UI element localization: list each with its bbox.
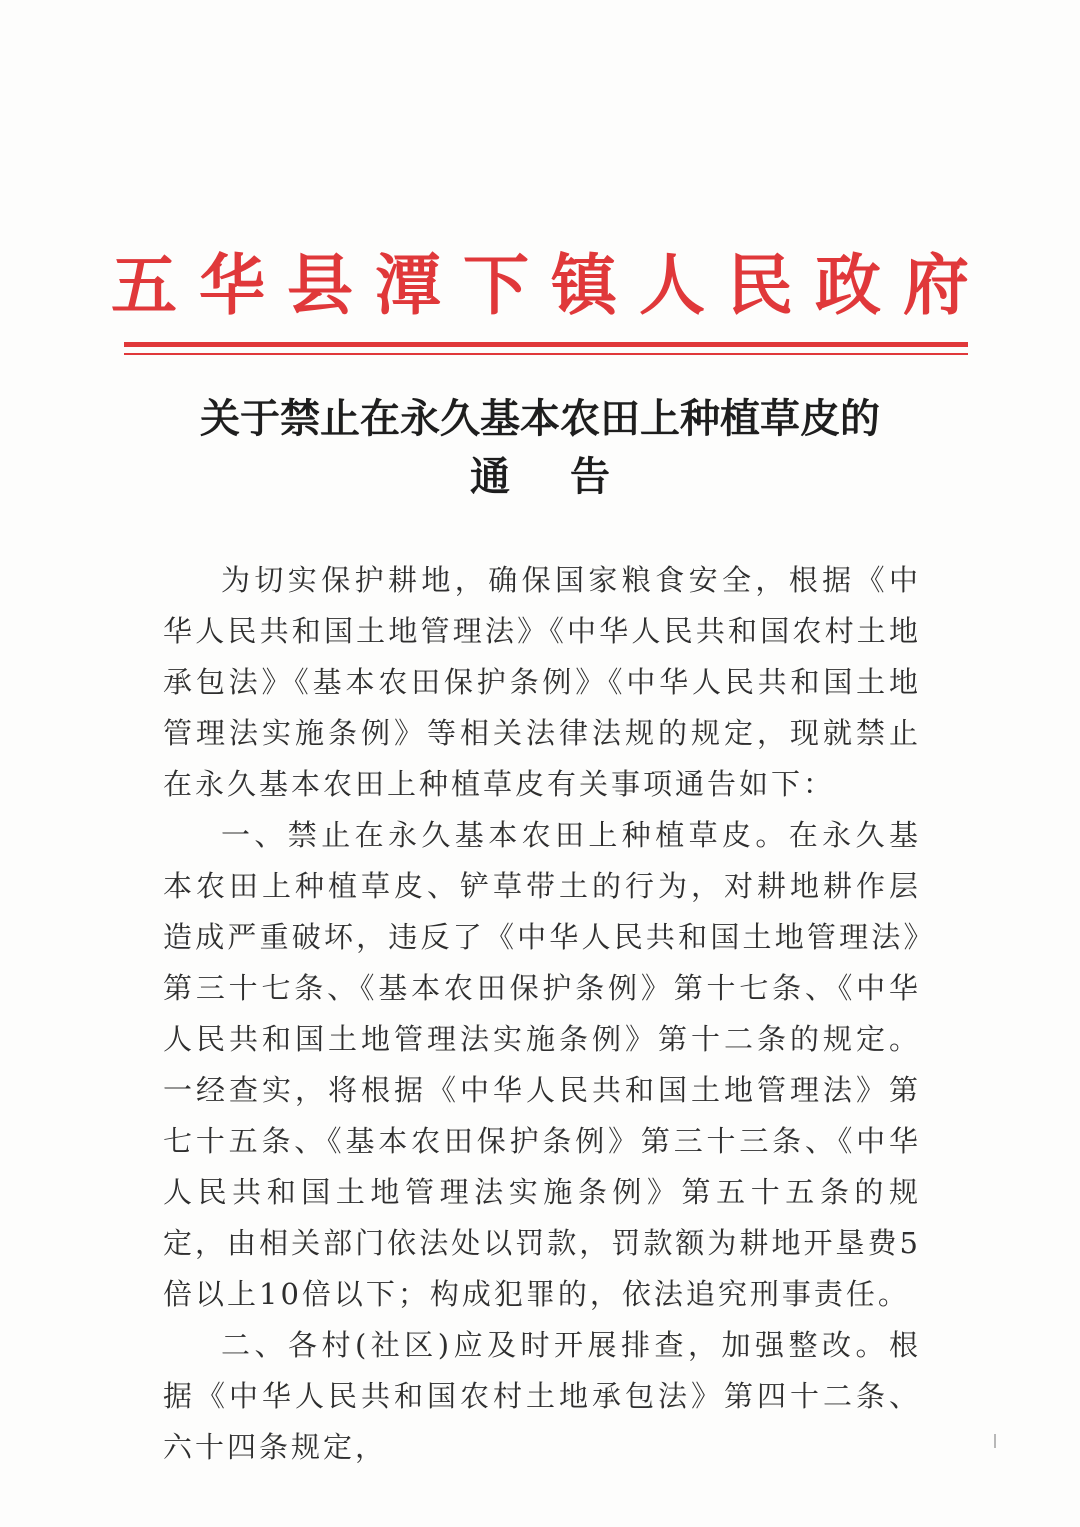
notice-body	[163, 555, 921, 1473]
notice-title-line1: 关于禁止在永久基本农田上种植草皮的	[200, 396, 880, 442]
notice-title-line2: 通告	[470, 454, 670, 500]
scan-speck	[994, 1434, 996, 1448]
paragraph-item-1: 一、禁止在永久基本农田上种植草皮。在永久基本农田上种植草皮、铲草带土的行为，对耕地耕作层造成严重破坏，违反了《中华人民共和国土地管理法》第三十七条、《基本农田保护条例》第十七条、《中华人民共和国土地管理法实施条例》第十二条的规定。一经查实，将根据《中华人民共和国土地管理法》第七十五条、《基本农田保护条例》第三十三条、《中华人民共和国土地管理法实施条例》第五十五条的规定，由相关部门依法处以罚款，罚款额为耕地开垦费5倍以上10倍以下；构成犯罪的，依法追究刑事责任。	[163, 818, 921, 1311]
issuer-header: 五华县潭下镇人民政府	[111, 247, 991, 324]
red-divider-thin	[124, 353, 968, 355]
paragraph-intro: 为切实保护耕地，确保国家粮食安全，根据《中华人民共和国土地管理法》《中华人民共和国农村土地承包法》《基本农田保护条例》《中华人民共和国土地管理法实施条例》等相关法律法规的规定，现就禁止在永久基本农田上种植草皮有关事项通告如下：	[163, 563, 921, 801]
paragraph-item-2: 二、各村(社区)应及时开展排查，加强整改。根据《中华人民共和国农村土地承包法》第四十二条、六十四条规定，	[163, 1328, 921, 1464]
red-divider-thick	[124, 342, 968, 347]
